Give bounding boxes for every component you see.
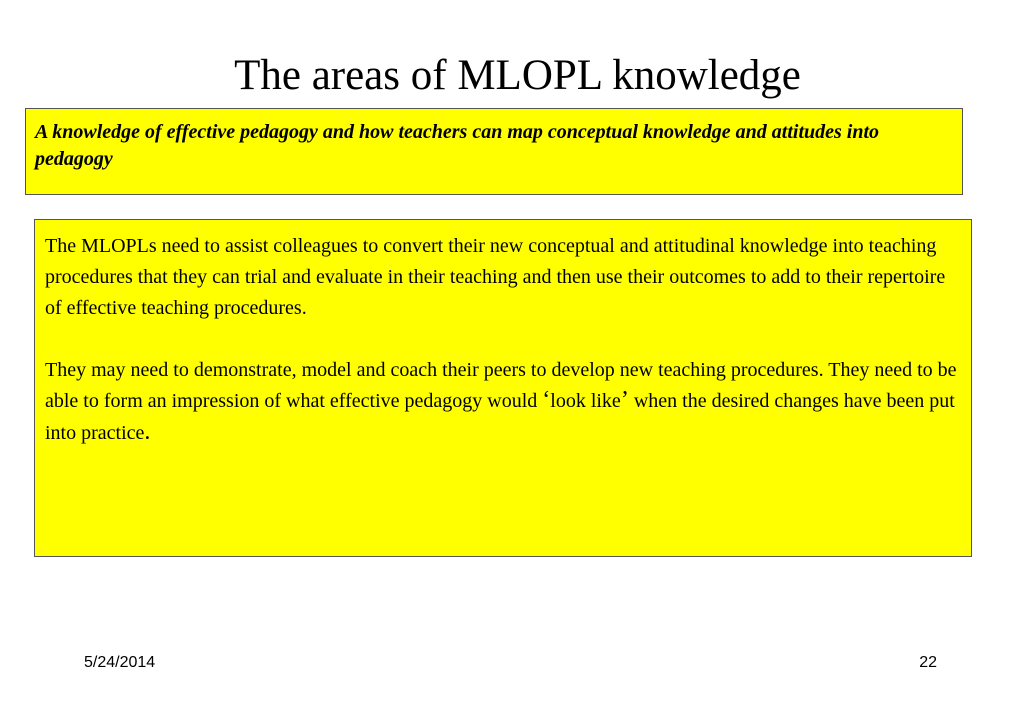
footer-page-number: 22 <box>919 654 937 671</box>
open-quote: ‘ <box>542 387 551 413</box>
highlight-text: A knowledge of effective pedagogy and how teachers can map conceptual knowledge and attitudes into pedagogy <box>35 121 880 170</box>
quoted-text: look like <box>550 390 621 412</box>
paragraph-2-end: . <box>144 419 151 445</box>
paragraph-2-part-2: when the desired changes have been put into practice <box>45 390 955 444</box>
footer-date: 5/24/2014 <box>84 654 156 671</box>
paragraph-2 <box>45 355 961 449</box>
close-quote: ’ <box>620 387 629 413</box>
paragraph-2-part-1: They may need to demonstrate, model and coach their peers to develop new teaching procedures. They need to be able to form an impression of what effective pedagogy would <box>45 359 957 412</box>
content-box <box>34 219 972 557</box>
slide-title: The areas of MLOPL knowledge <box>234 52 801 99</box>
highlight-box <box>25 108 963 195</box>
paragraph-1: The MLOPLs need to assist colleagues to convert their new conceptual and attitudinal knowledge into teaching procedures that they can trial and evaluate in their teaching and then use their outcomes to add to their repertoire of effective teaching procedures. <box>45 235 946 319</box>
